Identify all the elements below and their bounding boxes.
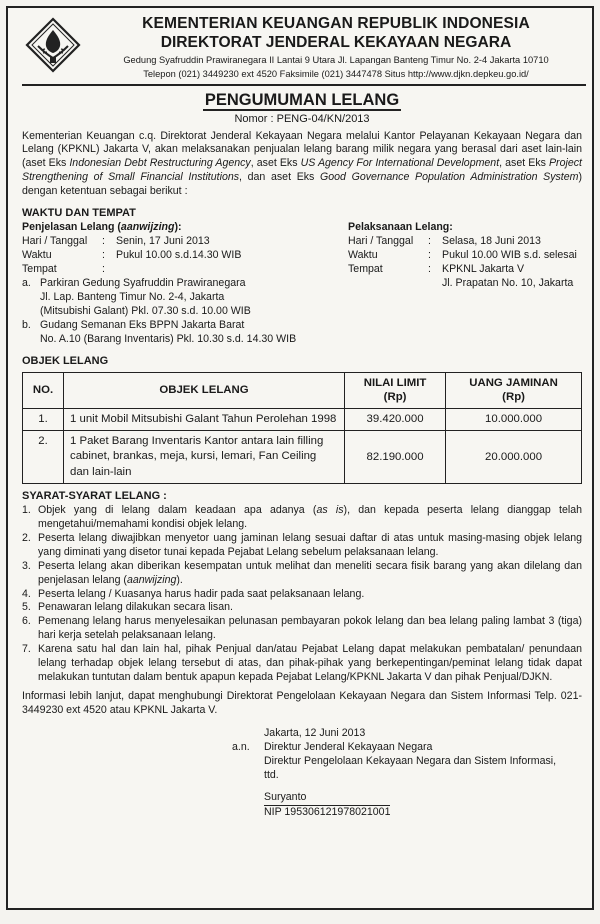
office-contact: Telepon (021) 3449230 ext 4520 Faksimile (021) 3447478 Situs http://www.djkn.depkeu.go.id/ [143, 69, 529, 79]
table-row: 2. 1 Paket Barang Inventaris Kantor antara lain filling cabinet, brankas, meja, kursi, lemari, Fan Ceiling dan lain-lain 82.190.000 20.000.000 [23, 431, 582, 484]
list-item: 3. Peserta lelang akan diberikan kesempatan untuk melihat dan meneliti secara fisik barang yang akan dilelang dan penjelasan lelang (aanwijzing). [22, 559, 582, 586]
page-title: PENGUMUMAN LELANG [204, 91, 400, 109]
col-no: NO. [23, 373, 64, 409]
header-divider [22, 84, 586, 86]
objek-lelang-heading: OBJEK LELANG [22, 354, 109, 367]
list-item: 2. Peserta lelang diwajibkan menyetor uang jaminan lelang sesuai daftar di atas untuk masing-masing objek lelang yang diminati yang disetor tunai kepada Pejabat Lelang sebelum pelaksanaan lelang. [22, 531, 582, 558]
office-address: Gedung Syafruddin Prawiranegara II Lantai 9 Utara Jl. Lapangan Banteng Timur No. 2-4 Jakarta 10710 [123, 55, 549, 65]
location-a: a. Parkiran Gedung Syafruddin Prawiranegara Jl. Lap. Banteng Timur No. 2-4, Jakarta (Mitsubishi Galant) Pkl. 07.30 s.d. 10.00 WIB [22, 276, 251, 317]
signatory-title-1: Direktur Jenderal Kekayaan Negara [264, 741, 433, 754]
pelaksanaan-time: Pukul 10.00 WIB s.d. selesai [442, 248, 577, 261]
signatory-nip: NIP 195306121978021001 [264, 806, 391, 819]
signature-block: Jakarta, 12 Juni 2013 a.n. Direktur Jenderal Kekayaan Negara Direktur Pengelolaan Kekayaan Negara dan Sistem Informasi, ttd. Suryanto NIP 195306121978021001 [232, 727, 582, 820]
list-item: 6. Pemenang lelang harus menyelesaikan pelunasan pembayaran pokok lelang dan bea lelang paling lambat 3 (tiga) hari kerja setelah pelaksanaan lelang. [22, 615, 582, 642]
pelaksanaan-lelang-block: Pelaksanaan Lelang: Hari / Tanggal : Selasa, 18 Juni 2013 Waktu : Pukul 10.00 WIB s.d. selesai Tempat : KPKNL Jakarta V Jl. Prapatan No. 10, Jakarta [348, 221, 582, 347]
ministry-emblem-icon [24, 16, 82, 74]
col-objek: OBJEK LELANG [64, 373, 345, 409]
table-header-row [23, 373, 582, 409]
place-date: Jakarta, 12 Juni 2013 [264, 727, 366, 740]
location-b: b. Gudang Semanan Eks BPPN Jakarta Barat No. A.10 (Barang Inventaris) Pkl. 10.30 s.d. 14.30 WIB [22, 318, 297, 345]
letterhead [22, 14, 582, 86]
signed-mark: ttd. [264, 769, 279, 782]
syarat-lelang-section [22, 489, 582, 685]
penjelasan-heading: Penjelasan Lelang (aanwijzing): [22, 220, 182, 233]
table-row: 1. 1 unit Mobil Mitsubishi Galant Tahun Perolehan 1998 39.420.000 10.000.000 [23, 408, 582, 430]
pelaksanaan-place: KPKNL Jakarta V Jl. Prapatan No. 10, Jakarta [442, 262, 574, 289]
col-nilai-limit: NILAI LIMIT (Rp) [345, 373, 446, 409]
waktu-tempat-heading: WAKTU DAN TEMPAT [22, 207, 136, 220]
list-item: 1. Objek yang di lelang dalam keadaan apa adanya (as is), dan kepada peserta lelang dianggap telah mengetahui/memahami kondisi objek lelang. [22, 503, 582, 530]
list-item: 4. Peserta lelang / Kuasanya harus hadir pada saat pelaksanaan lelang. [22, 587, 365, 600]
info-paragraph: Informasi lebih lanjut, dapat menghubungi Direktorat Pengelolaan Kekayaan Negara dan Sistem Informasi Telp. 021-3449230 ext 4520 atau KPKNL Jakarta V. [22, 690, 582, 717]
pelaksanaan-date: Selasa, 18 Juni 2013 [442, 234, 541, 247]
signatory-title-2: Direktur Pengelolaan Kekayaan Negara dan Sistem Informasi, [264, 755, 557, 768]
list-item: 5. Penawaran lelang dilakukan secara lisan. [22, 601, 233, 614]
pelaksanaan-heading: Pelaksanaan Lelang: [348, 220, 453, 233]
intro-paragraph: Kementerian Keuangan c.q. Direktorat Jenderal Kekayaan Negara melalui Kantor Pelayanan Kekayaan Negara dan Lelang (KPKNL) Jakarta V, akan melaksanakan penjualan lelang barang milik negara yang berasal dari aset lain-lain (aset Eks Indonesian Debt Restructuring Agency, aset Eks US Agency For International Development, aset Eks Project Strengthening of Small Financial Institutions, dan aset Eks Good Governance Population Administration System) dengan ketentuan sebagai berikut : [22, 129, 582, 198]
penjelasan-lelang-block: Penjelasan Lelang (aanwijzing): Hari / Tanggal : Senin, 17 Juni 2013 Waktu : Pukul 10.00 s.d.14.30 WIB Tempat : a. Parkiran Gedung Syafruddin Prawiranegara Jl. Lap. Banteng Timur No. 2-4, Jakarta (Mitsubishi Galant) Pkl. 07.30 s.d. 10.00 WIB b. Gudang Semanan Eks BPPN Jakarta Barat No. A.10 (Barang Inventaris) Pkl. 10.30 s.d. 14.30 WIB [22, 221, 334, 347]
objek-lelang-table [22, 372, 582, 484]
col-uang-jaminan: UANG JAMINAN (Rp) [446, 373, 582, 409]
penjelasan-time: Pukul 10.00 s.d.14.30 WIB [116, 248, 242, 261]
announcement-page [6, 6, 594, 910]
directorate-name: DIREKTORAT JENDERAL KEKAYAAN NEGARA [160, 34, 512, 51]
signatory-name: Suryanto [264, 791, 307, 804]
list-item: 7. Karena satu hal dan lain hal, pihak Penjual dan/atau Pejabat Lelang dapat melakukan pembatalan/ penundaan lelang terhadap objek lelang tersebut di atas, dan pihak-pihak yang berkepentingan/peminat lelang tidak dapat melakukan tuntutan dalam bentuk apapun kepada Pejabat Lelang/KPKNL Jakarta V dan pihak Penjual/DJKN. [22, 643, 582, 684]
syarat-heading: SYARAT-SYARAT LELANG : [22, 490, 167, 503]
announcement-number: Nomor : PENG-04/KN/2013 [234, 113, 370, 125]
penjelasan-date: Senin, 17 Juni 2013 [116, 234, 210, 247]
ministry-name: KEMENTERIAN KEUANGAN REPUBLIK INDONESIA [142, 15, 530, 32]
